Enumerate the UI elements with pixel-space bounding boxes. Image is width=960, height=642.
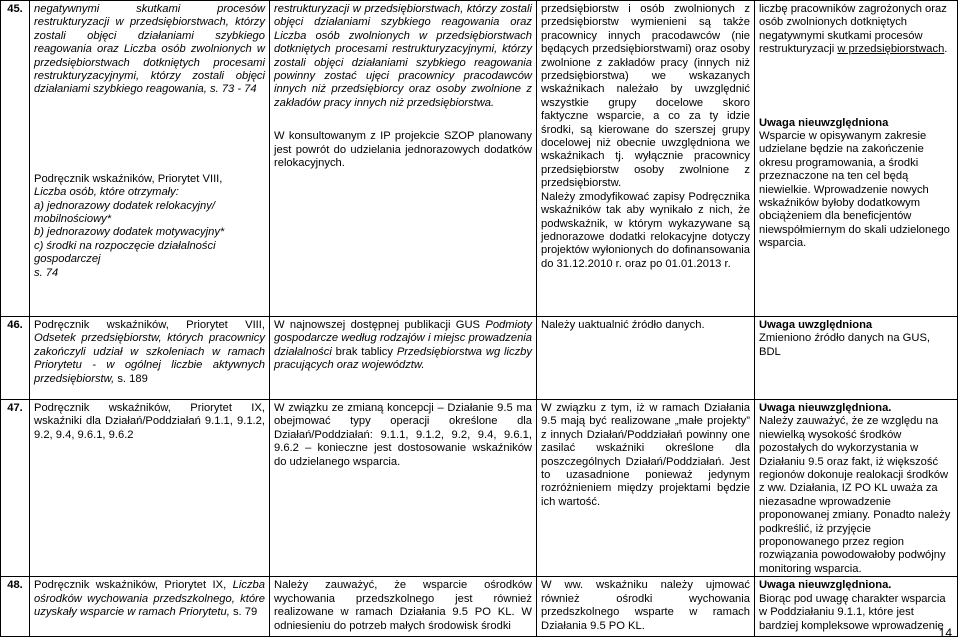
cell-text: W najnowszej dostępnej publikacji GUS Podmioty gospodarcze według rodzajów i miejsc prowadzenia działalności brak tablicy Przedsiębiorstwa wg liczby pracujących oraz województw. bbox=[274, 319, 532, 372]
table-row bbox=[1, 400, 958, 577]
proposal-cell bbox=[537, 577, 755, 637]
cell-text: Należy zauważyć, że ze względu na niewielką wysokość środków pozostałych do wykorzystania w Działaniu 9.5 oraz fakt, iż większość regionów dokonuje realokacji środków z ww. Działania, IZ PO KL uważa za niezasadne wprowadzenie proponowanej zmiany. Ponadto należy podkreślić, iż przyjęcie proponowanego przez region rozwiązania powodowałoby podwójny monitoring wsparcia. bbox=[759, 415, 951, 575]
cell-text: Wsparcie w opisywanym zakresie udzielane będzie na zakończenie okresu programowania, a środki przeznaczone na ten cel będą niewielkie. Wprowadzenie nowych wskaźników byłoby dodatkowym obciążeniem dla beneficjentów niewspółmiernym do skali udzielonego wsparcia. bbox=[759, 130, 950, 250]
table-row bbox=[1, 577, 958, 637]
table-row bbox=[1, 317, 958, 400]
verdict-label: Uwaga nieuwzględniona. bbox=[759, 579, 892, 592]
proposal-cell bbox=[537, 400, 755, 577]
response-cell bbox=[755, 317, 958, 400]
page-number: 14 bbox=[938, 626, 952, 640]
cell-text: W ww. wskaźniku należy ujmować również ośrodki wychowania przedszkolnego wsparte w ramach Działania 9.5 PO KL. bbox=[541, 579, 750, 632]
cell-text: Podręcznik wskaźników, Priorytet VIII, Odsetek przedsiębiorstw, których pracownicy zakończyli udział w szkoleniach w ramach Priorytetu - w ogólnej liczbie aktywnych przedsiębiorstw, s. 189 bbox=[34, 319, 265, 385]
response-cell bbox=[755, 1, 958, 317]
cell-text: Zmieniono źródło danych na GUS, BDL bbox=[759, 332, 931, 358]
cell-text: liczbę pracowników zagrożonych oraz osób zwolnionych dotkniętych negatywnymi skutkami procesów restrukturyzacji bbox=[759, 3, 947, 56]
cell-text: W konsultowanym z IP projekcie SZOP planowany jest powrót do udzielania jednorazowych dodatków relokacyjnych. bbox=[274, 130, 532, 170]
source-cell bbox=[30, 1, 270, 317]
response-cell bbox=[755, 400, 958, 577]
cell-text: W związku z tym, iż w ramach Działania 9.5 mają być realizowane „małe projekty” z innych Działań/Poddziałań powinny one zasilać wskaźniki określone dla poszczególnych Działań/Poddziałań. Jest to uzasadnione ponieważ jedynym rozróżnieniem między projektami będzie ich wartość. bbox=[541, 402, 750, 508]
cell-text: Podręcznik wskaźników, Priorytet IX, Liczba ośrodków wychowania przedszkolnego, które uzyskały wsparcie w ramach Priorytetu, s. 79 bbox=[34, 579, 265, 619]
problem-cell bbox=[270, 577, 537, 637]
source-cell bbox=[30, 317, 270, 400]
source-cell bbox=[30, 577, 270, 637]
cell-text: Liczba osób, które otrzymały: a) jednorazowy dodatek relokacyjny/ mobilnościowy* b) jednorazowy dodatek motywacyjny* c) środki na rozpoczęcie działalności gospodarczej s. 74 bbox=[34, 186, 225, 279]
row-number: 47. bbox=[1, 400, 30, 577]
proposal-cell bbox=[537, 317, 755, 400]
cell-text: Biorąc pod uwagę charakter wsparcia w Poddziałaniu 9.1.1, które jest bardziej kompleksowe wprowadzenie bbox=[759, 592, 946, 632]
verdict-label: Uwaga nieuwzględniona. bbox=[759, 402, 892, 414]
row-number: 46. bbox=[1, 317, 30, 400]
problem-cell bbox=[270, 1, 537, 317]
cell-text: Należy zmodyfikować zapisy Podręcznika wskaźników tak aby wynikało z nich, że podwskaźnik, w którym wykazywane są jednorazowe dodatki relokacyjne dotyczy projektów wyłonionych do dofinansowania do 31.12.2010 r. oraz po 01.01.2013 r. bbox=[541, 190, 750, 270]
row-number: 45. bbox=[1, 1, 30, 317]
cell-text: Należy uaktualnić źródło danych. bbox=[541, 319, 705, 331]
cell-text: . bbox=[944, 43, 948, 56]
cell-text: W związku ze zmianą koncepcji – Działanie 9.5 ma obejmować typy operacji określone dla Działań/Poddziałań: 9.1.1, 9.1.2, 9.2, 9.4, 9.6.1, 9.6.2 – konieczne jest dostosowanie wskaźników do udzielanego wsparcia. bbox=[274, 402, 532, 468]
cell-text: w przedsiębiorstwach bbox=[837, 43, 945, 56]
row-number: 48. bbox=[1, 577, 30, 637]
cell-text: restrukturyzacji w przedsiębiorstwach, którzy zostali objęci działaniami szybkiego reagowania oraz Liczba osób zwolnionych w przedsiębiorstwach dotkniętych procesami restrukturyzacyjnymi, którzy zostali objęci działaniami szybkiego reagowania powinny zostać ujęci pracownicy pracodawców innych niż przedsiębiorcy oraz osoby zwolnione z zakładów pracy innych niż przedsiębiorstwa. bbox=[274, 3, 532, 109]
source-cell bbox=[30, 400, 270, 577]
proposal-cell bbox=[537, 1, 755, 317]
cell-text: Należy zauważyć, że wsparcie ośrodków wychowania przedszkolnego jest również realizowane w ramach Działania 9.5 PO KL. W odniesieniu do potrzeb małych środowisk środki bbox=[274, 579, 532, 632]
response-cell bbox=[755, 577, 958, 637]
cell-text: Podręcznik wskaźników, Priorytet VIII, bbox=[34, 172, 223, 185]
problem-cell bbox=[270, 400, 537, 577]
cell-text bbox=[759, 3, 953, 57]
problem-cell bbox=[270, 317, 537, 400]
cell-text: Podręcznik wskaźników, Priorytet IX, wskaźniki dla Działań/Poddziałań 9.1.1, 9.1.2, 9.2, 9.4, 9.6.1, 9.6.2 bbox=[34, 402, 265, 441]
cell-text: negatywnymi skutkami procesów restrukturyzacji w przedsiębiorstwach, którzy zostali objęci działaniami szybkiego reagowania oraz Liczba osób zwolnionych w przedsiębiorstwach dotkniętych procesami restrukturyzacyjnymi, którzy zostali objęci działaniami szybkiego reagowania, s. 73 - 74 bbox=[34, 3, 265, 96]
verdict-label: Uwaga nieuwzględniona bbox=[759, 116, 889, 129]
verdict-label: Uwaga uwzględniona bbox=[759, 319, 873, 331]
cell-text: przedsiębiorstw i osób zwolnionych z przedsiębiorstw wymienieni są także pracownicy innych pracodawców (nie będących przedsiębiorstwami) oraz osoby zwolnione z zakładów pracy (innych niż przedsiębiorstwa) we wskazanych wskaźnikach należało by uwzględnić wszystkie grupy docelowe skoro faktyczne wsparcie, a co za ty idzie środki, są kierowane do szerszej grupy docelowej niż obecnie uwzględniona we wskaźnikach tj. wyłącznie pracownicy przedsiębiorstw osoby zwolnione z przedsiębiorstw. bbox=[541, 3, 750, 190]
table-row bbox=[1, 1, 958, 317]
